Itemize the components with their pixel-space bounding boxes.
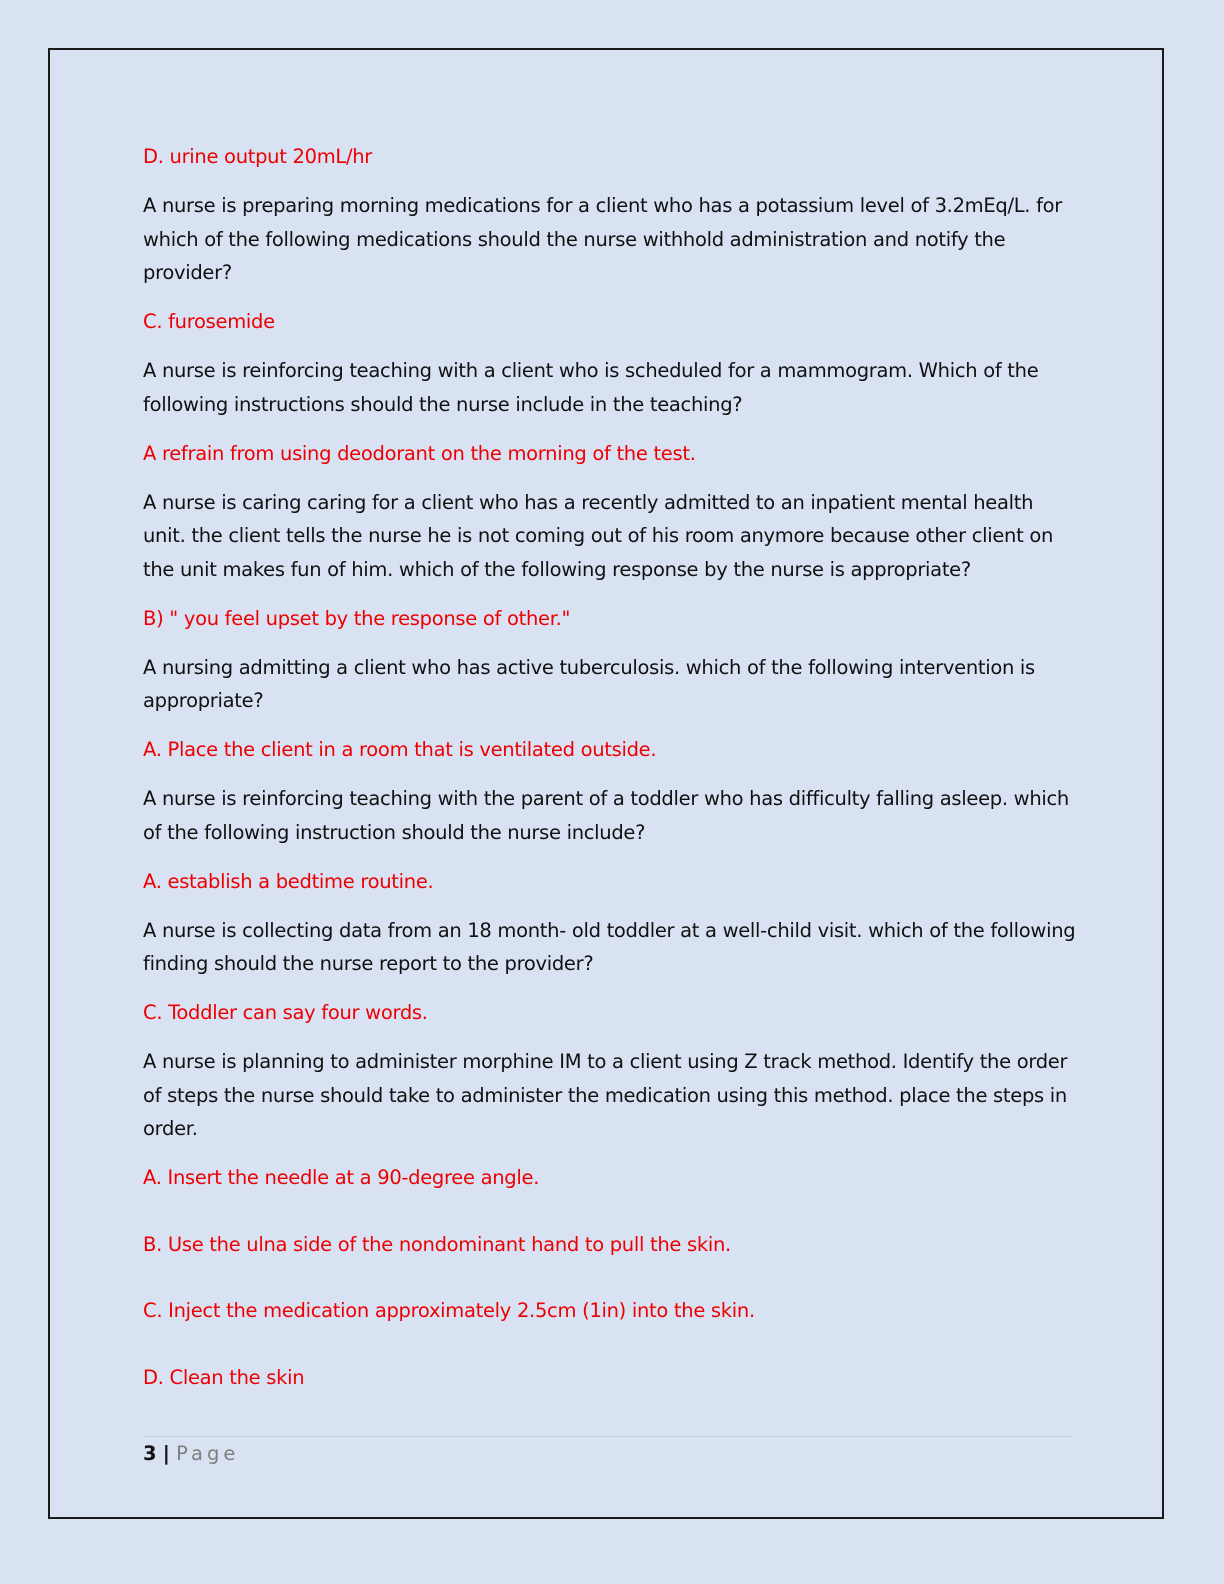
answer-step: D. Clean the skin xyxy=(143,1365,305,1389)
page-footer xyxy=(143,1439,239,1469)
answer-text: A refrain from using deodorant on the morning of the test. xyxy=(143,441,696,465)
answer-text: C. Toddler can say four words. xyxy=(143,1001,428,1024)
answer-text: B) " you feel upset by the response of other." xyxy=(143,606,571,630)
question-text: A nursing admitting a client who has active tuberculosis. which of the following intervention is appropriate? xyxy=(143,655,1035,712)
page-number: 3 xyxy=(143,1442,157,1465)
answer-text: C. furosemide xyxy=(143,310,275,333)
question-text: A nurse is reinforcing teaching with a client who is scheduled for a mammogram. Which of the following instructions should the nurse include in the teaching? xyxy=(143,359,1039,416)
answer-step: B. Use the ulna side of the nondominant hand to pull the skin. xyxy=(143,1232,731,1256)
answer-text: A. Place the client in a room that is ventilated outside. xyxy=(143,738,657,761)
question-text: A nurse is preparing morning medications for a client who has a potassium level of 3.2mEq/L. for which of the following medications should the nurse withhold administration and notify the provider? xyxy=(143,194,1063,284)
answer-step: C. Inject the medication approximately 2.5cm (1in) into the skin. xyxy=(143,1299,755,1322)
question-text: A nurse is collecting data from an 18 month- old toddler at a well-child visit. which of the following finding should the nurse report to the provider? xyxy=(143,918,1076,975)
question-text: A nurse is planning to administer morphine IM to a client using Z track method. Identify the order of steps the nurse should take to administer the medication using this method. place the steps in order. xyxy=(143,1050,1068,1140)
footer-divider xyxy=(143,1436,1073,1437)
question-text: A nurse is caring caring for a client who has a recently admitted to an inpatient mental health unit. the client tells the nurse he is not coming out of his room anymore because other client on the unit makes fun of him. which of the following response by the nurse is appropriate? xyxy=(143,490,1054,581)
answer-text: A. establish a bedtime routine. xyxy=(143,869,434,893)
page-label: Page xyxy=(176,1442,240,1465)
document-body xyxy=(143,140,1078,1410)
answer-step: A. Insert the needle at a 90-degree angle. xyxy=(143,1166,540,1189)
footer-separator: | xyxy=(162,1442,170,1465)
question-text: A nurse is reinforcing teaching with the parent of a toddler who has difficulty falling asleep. which of the following instruction should the nurse include? xyxy=(143,787,1069,844)
answer-text: D. urine output 20mL/hr xyxy=(143,145,372,168)
